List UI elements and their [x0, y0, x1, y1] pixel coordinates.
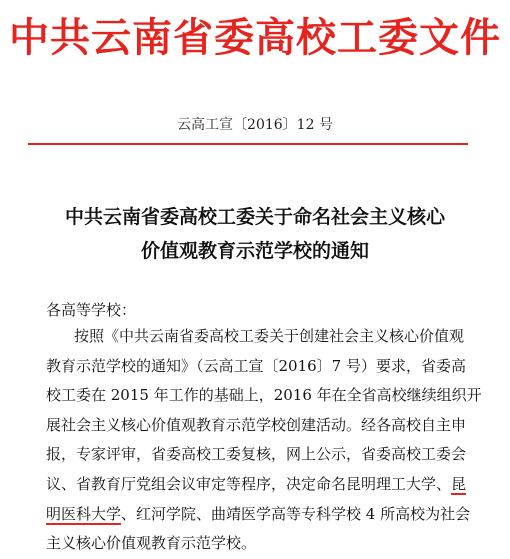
notice-title-line-1: 中共云南省委高校工委关于命名社会主义核心 [64, 206, 445, 228]
salutation: 各高等学校： [46, 301, 137, 319]
body-line-7-text: 、红河学院、曲靖医学高等专科学校 4 所高校为社会 [121, 504, 471, 523]
red-divider-rule [28, 143, 468, 145]
body-line-6-text: 议、省教育厅党组会议审定等程序，决定命名昆明理工大学、 [46, 474, 452, 493]
body-line-6 [46, 470, 476, 500]
underlined-school-name-part-1: 昆 [451, 474, 467, 493]
body-paragraph [46, 322, 482, 559]
masthead-title: 中共云南省委高校工委文件 [9, 14, 501, 61]
notice-title-line-2: 价值观教育示范学校的通知 [140, 240, 369, 262]
body-line-5: 报，专家评审，省委高校工委复核，网上公示，省委高校工委会 [46, 445, 467, 464]
body-line-3: 校工委在 2015 年工作的基础上，2016 年在全省高校继续组织开 [46, 386, 482, 405]
body-line-8: 主义核心价值观教育示范学校。 [46, 534, 257, 553]
body-line-2: 教育示范学校的通知》（云高工宣〔2016〕7 号）要求，省委高 [46, 356, 466, 375]
body-line-1: 按照《中共云南省委高校工委关于创建社会主义核心价值观 [74, 327, 465, 345]
underlined-school-name-part-2: 明医科大学 [46, 504, 122, 523]
body-line-7 [46, 500, 476, 530]
body-line-4: 展社会主义核心价值观教育示范学校创建活动。经各高校自主申 [46, 415, 467, 434]
notice-title [40, 200, 470, 268]
document-number: 云高工宣〔2016〕12 号 [177, 117, 333, 133]
